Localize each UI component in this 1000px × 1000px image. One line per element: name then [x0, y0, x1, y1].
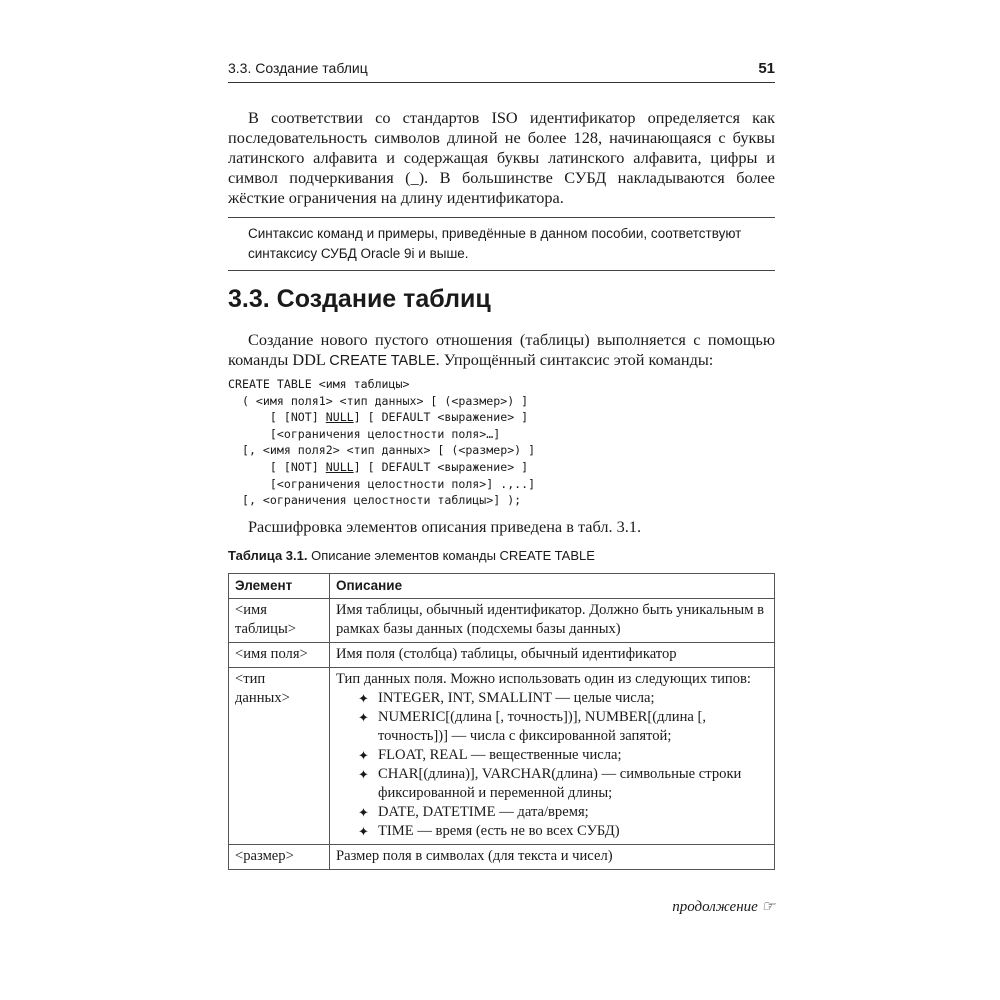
- elements-table: [228, 573, 775, 870]
- description-cell: Имя таблицы, обычный идентификатор. Должно быть уникальным в рамках базы данных (подсхемы базы данных): [330, 599, 775, 643]
- bullet-icon: ✦: [358, 824, 369, 839]
- item-text: FLOAT, REAL — вещественные числа;: [378, 747, 622, 763]
- section-heading: 3.3. Создание таблиц: [228, 285, 491, 313]
- continuation-note: [228, 897, 775, 916]
- code-line: [<ограничения целостности поля>] .,..]: [228, 476, 536, 491]
- caption-text: Описание элементов команды CREATE TABLE: [307, 548, 595, 563]
- table-row: [229, 599, 775, 643]
- list-item: [358, 765, 768, 803]
- text: Создание нового пустого отношения (таблицы) выполняется с помощью команды DDL: [228, 330, 775, 369]
- table-row: [229, 643, 775, 668]
- bullet-icon: ✦: [358, 767, 369, 782]
- code-text: NULL: [325, 410, 354, 425]
- description-cell: Имя поля (столбца) таблицы, обычный идентификатор: [330, 643, 775, 668]
- item-text: NUMERIC[(длина [, точность])], NUMBER[(длина [, точность])] — числа с фиксированной запятой;: [378, 709, 707, 744]
- element-cell: <размер>: [229, 845, 330, 870]
- column-header: Описание: [330, 574, 775, 599]
- table-header-row: [229, 574, 775, 599]
- table-row: [229, 845, 775, 870]
- code-line: CREATE TABLE <имя таблицы>: [228, 377, 410, 391]
- code-line: [228, 409, 775, 426]
- paragraph-text: [228, 330, 775, 371]
- item-text: CHAR[(длина)], VARCHAR(длина) — символьные строки фиксированной и переменной длины;: [378, 766, 742, 801]
- bullet-icon: ✦: [358, 691, 369, 706]
- code-line: ( <имя поля1> <тип данных> [ (<размер>) ]: [228, 393, 529, 408]
- bullet-icon: ✦: [358, 748, 369, 763]
- text: . Упрощённый синтаксис этой команды:: [435, 350, 714, 369]
- table-row: [229, 668, 775, 845]
- element-cell: <имя поля>: [229, 643, 330, 668]
- list-item: [358, 822, 768, 841]
- item-text: INTEGER, INT, SMALLINT — целые числа;: [378, 690, 655, 706]
- caption-label: Таблица 3.1.: [228, 548, 308, 563]
- continuation-text: продолжение: [672, 899, 758, 915]
- pointing-hand-icon: ☞: [761, 899, 775, 915]
- paragraph-text: Расшифровка элементов описания приведена в табл. 3.1.: [248, 517, 642, 536]
- keyword: CREATE TABLE: [329, 353, 436, 369]
- description-cell: Размер поля в символах (для текста и чисел): [330, 845, 775, 870]
- list-item: [358, 746, 768, 765]
- code-line: [228, 459, 775, 476]
- code-line: [<ограничения целостности поля>…]: [228, 426, 501, 441]
- code-text: [ [NOT]: [228, 459, 326, 474]
- running-header: [228, 60, 775, 83]
- note-box: Синтаксис команд и примеры, приведённые в данном пособии, соответствуют синтаксису СУБД Oracle 9i и выше.: [228, 217, 775, 271]
- code-text: ] [ DEFAULT <выражение> ]: [353, 459, 529, 474]
- section-title: 3.3. Создание таблиц: [228, 60, 368, 76]
- paragraph-identifier: [228, 108, 775, 208]
- bullet-icon: ✦: [358, 710, 369, 725]
- code-line: [, <ограничения целостности таблицы>] );: [228, 493, 522, 508]
- item-text: DATE, DATETIME — дата/время;: [378, 804, 589, 820]
- item-text: TIME — время (есть не во всех СУБД): [378, 823, 620, 839]
- description-cell: [330, 668, 775, 845]
- code-text: NULL: [325, 459, 354, 474]
- description-text: Тип данных поля. Можно использовать один из следующих типов:: [336, 671, 751, 687]
- element-cell: <имя таблицы>: [229, 599, 330, 643]
- list-item: [358, 708, 768, 746]
- paragraph-text: В соответствии со стандартов ISO идентификатор определяется как последовательность символов длиной не более 128, начинающаяся с буквы латинского алфавита и содержащая буквы латинского алфавита, цифры и символ подчеркивания (_). В большинстве СУБД накладываются более жёсткие ограничения на длину идентификатора.: [228, 108, 775, 207]
- paragraph-create-table: [228, 330, 775, 371]
- list-item: [358, 689, 768, 708]
- list-item: [358, 803, 768, 822]
- code-text: [ [NOT]: [228, 410, 326, 425]
- type-list: [336, 689, 768, 841]
- column-header: Элемент: [229, 574, 330, 599]
- table-caption: [228, 548, 775, 563]
- code-block: [228, 376, 775, 509]
- page-number: 51: [758, 60, 775, 77]
- paragraph-table-ref: [228, 517, 775, 537]
- code-text: ] [ DEFAULT <выражение> ]: [353, 410, 529, 425]
- code-line: [, <имя поля2> <тип данных> [ (<размер>) ]: [228, 443, 536, 458]
- element-cell: <тип данных>: [229, 668, 330, 845]
- bullet-icon: ✦: [358, 805, 369, 820]
